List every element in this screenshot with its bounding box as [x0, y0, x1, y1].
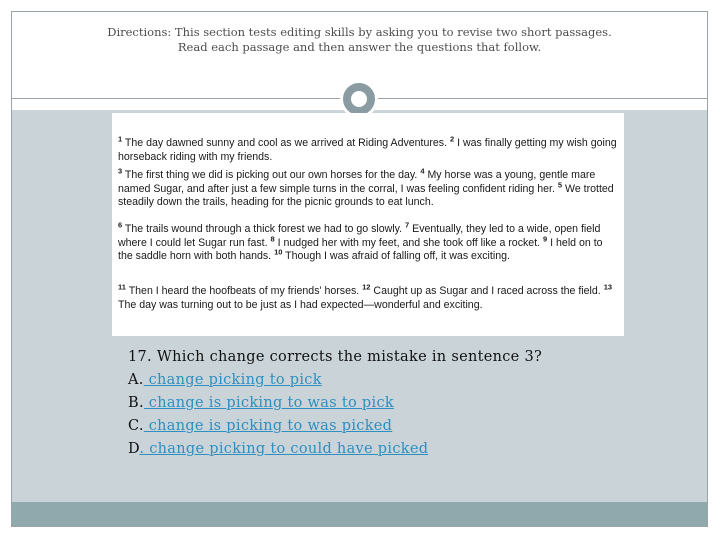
passage-paragraph: [118, 282, 618, 312]
answer-option-c[interactable]: [128, 415, 688, 438]
sentence-text: I held on to the saddle horn with both hands.: [118, 236, 603, 263]
reading-passage: [112, 113, 624, 336]
answer-option-d[interactable]: [128, 438, 688, 461]
sentence-text: Caught up as Sugar and I raced across the field.: [370, 285, 604, 297]
sentence-text: My horse was a young, gentle mare named Sugar, and after just a few simple turns in the corral, I was feeling confident riding her.: [118, 169, 596, 195]
sentence-number: 9: [543, 234, 548, 244]
directions-line-1: Directions: This section tests editing skills by asking you to revise two short passages.: [107, 25, 612, 39]
footer-bar: [12, 502, 707, 526]
option-text[interactable]: change picking to pick: [143, 372, 322, 388]
sentence-text: The day dawned sunny and cool as we arrived at Riding Adventures.: [122, 137, 450, 149]
sentence-text: I was finally getting my wish going horseback riding with my friends.: [118, 137, 617, 163]
passage-paragraph: [118, 134, 618, 164]
option-text[interactable]: . change picking to could have picked: [139, 441, 429, 457]
answer-option-b[interactable]: [128, 392, 688, 415]
sentence-number: 5: [557, 180, 563, 190]
sentence-number: 11: [118, 282, 126, 292]
sentence-number: 12: [362, 282, 371, 292]
option-letter: A.: [128, 372, 144, 388]
option-letter: B.: [128, 395, 144, 411]
directions-line-2: Read each passage and then answer the questions that follow.: [177, 40, 542, 54]
sentence-number: 8: [270, 234, 275, 244]
option-text[interactable]: change is picking to was to pick: [143, 395, 394, 411]
sentence-number: 6: [118, 220, 123, 230]
passage-paragraph: [118, 220, 618, 264]
sentence-number: 7: [405, 220, 410, 230]
sentence-text: The first thing we did is picking out our own horses for the day.: [122, 169, 421, 181]
question-stem: 17. Which change corrects the mistake in sentence 3?: [128, 349, 543, 365]
sentence-text: The trails wound through a thick forest we had to go slowly.: [122, 223, 406, 235]
sentence-text: Then I heard the hoofbeats of my friends' horses.: [125, 285, 363, 297]
sentence-text: I nudged her with my feet, and she took off like a rocket.: [274, 236, 544, 249]
sentence-text: The day was turning out to be just as I had expected—wonderful and exciting.: [118, 298, 483, 311]
option-letter: D: [128, 441, 140, 457]
sentence-number: 3: [118, 166, 123, 176]
option-letter: C.: [128, 418, 144, 434]
sentence-number: 4: [420, 166, 425, 176]
sentence-number: 10: [274, 247, 283, 257]
question-block: [128, 346, 688, 461]
sentence-text: Eventually, they led to a wide, open field where I could let Sugar run fast.: [118, 223, 601, 249]
sentence-text: Though I was afraid of falling off, it was exciting.: [282, 250, 510, 263]
sentence-number: 13: [603, 282, 613, 292]
sentence-text: We trotted steadily down the trails, heading for the picnic grounds to eat lunch.: [118, 182, 614, 209]
option-text[interactable]: change is picking to was picked: [143, 418, 393, 434]
passage-paragraph: [118, 166, 618, 210]
sentence-number: 1: [118, 134, 123, 144]
sentence-number: 2: [450, 134, 455, 144]
answer-option-a[interactable]: [128, 369, 688, 392]
directions-text: [12, 25, 707, 55]
